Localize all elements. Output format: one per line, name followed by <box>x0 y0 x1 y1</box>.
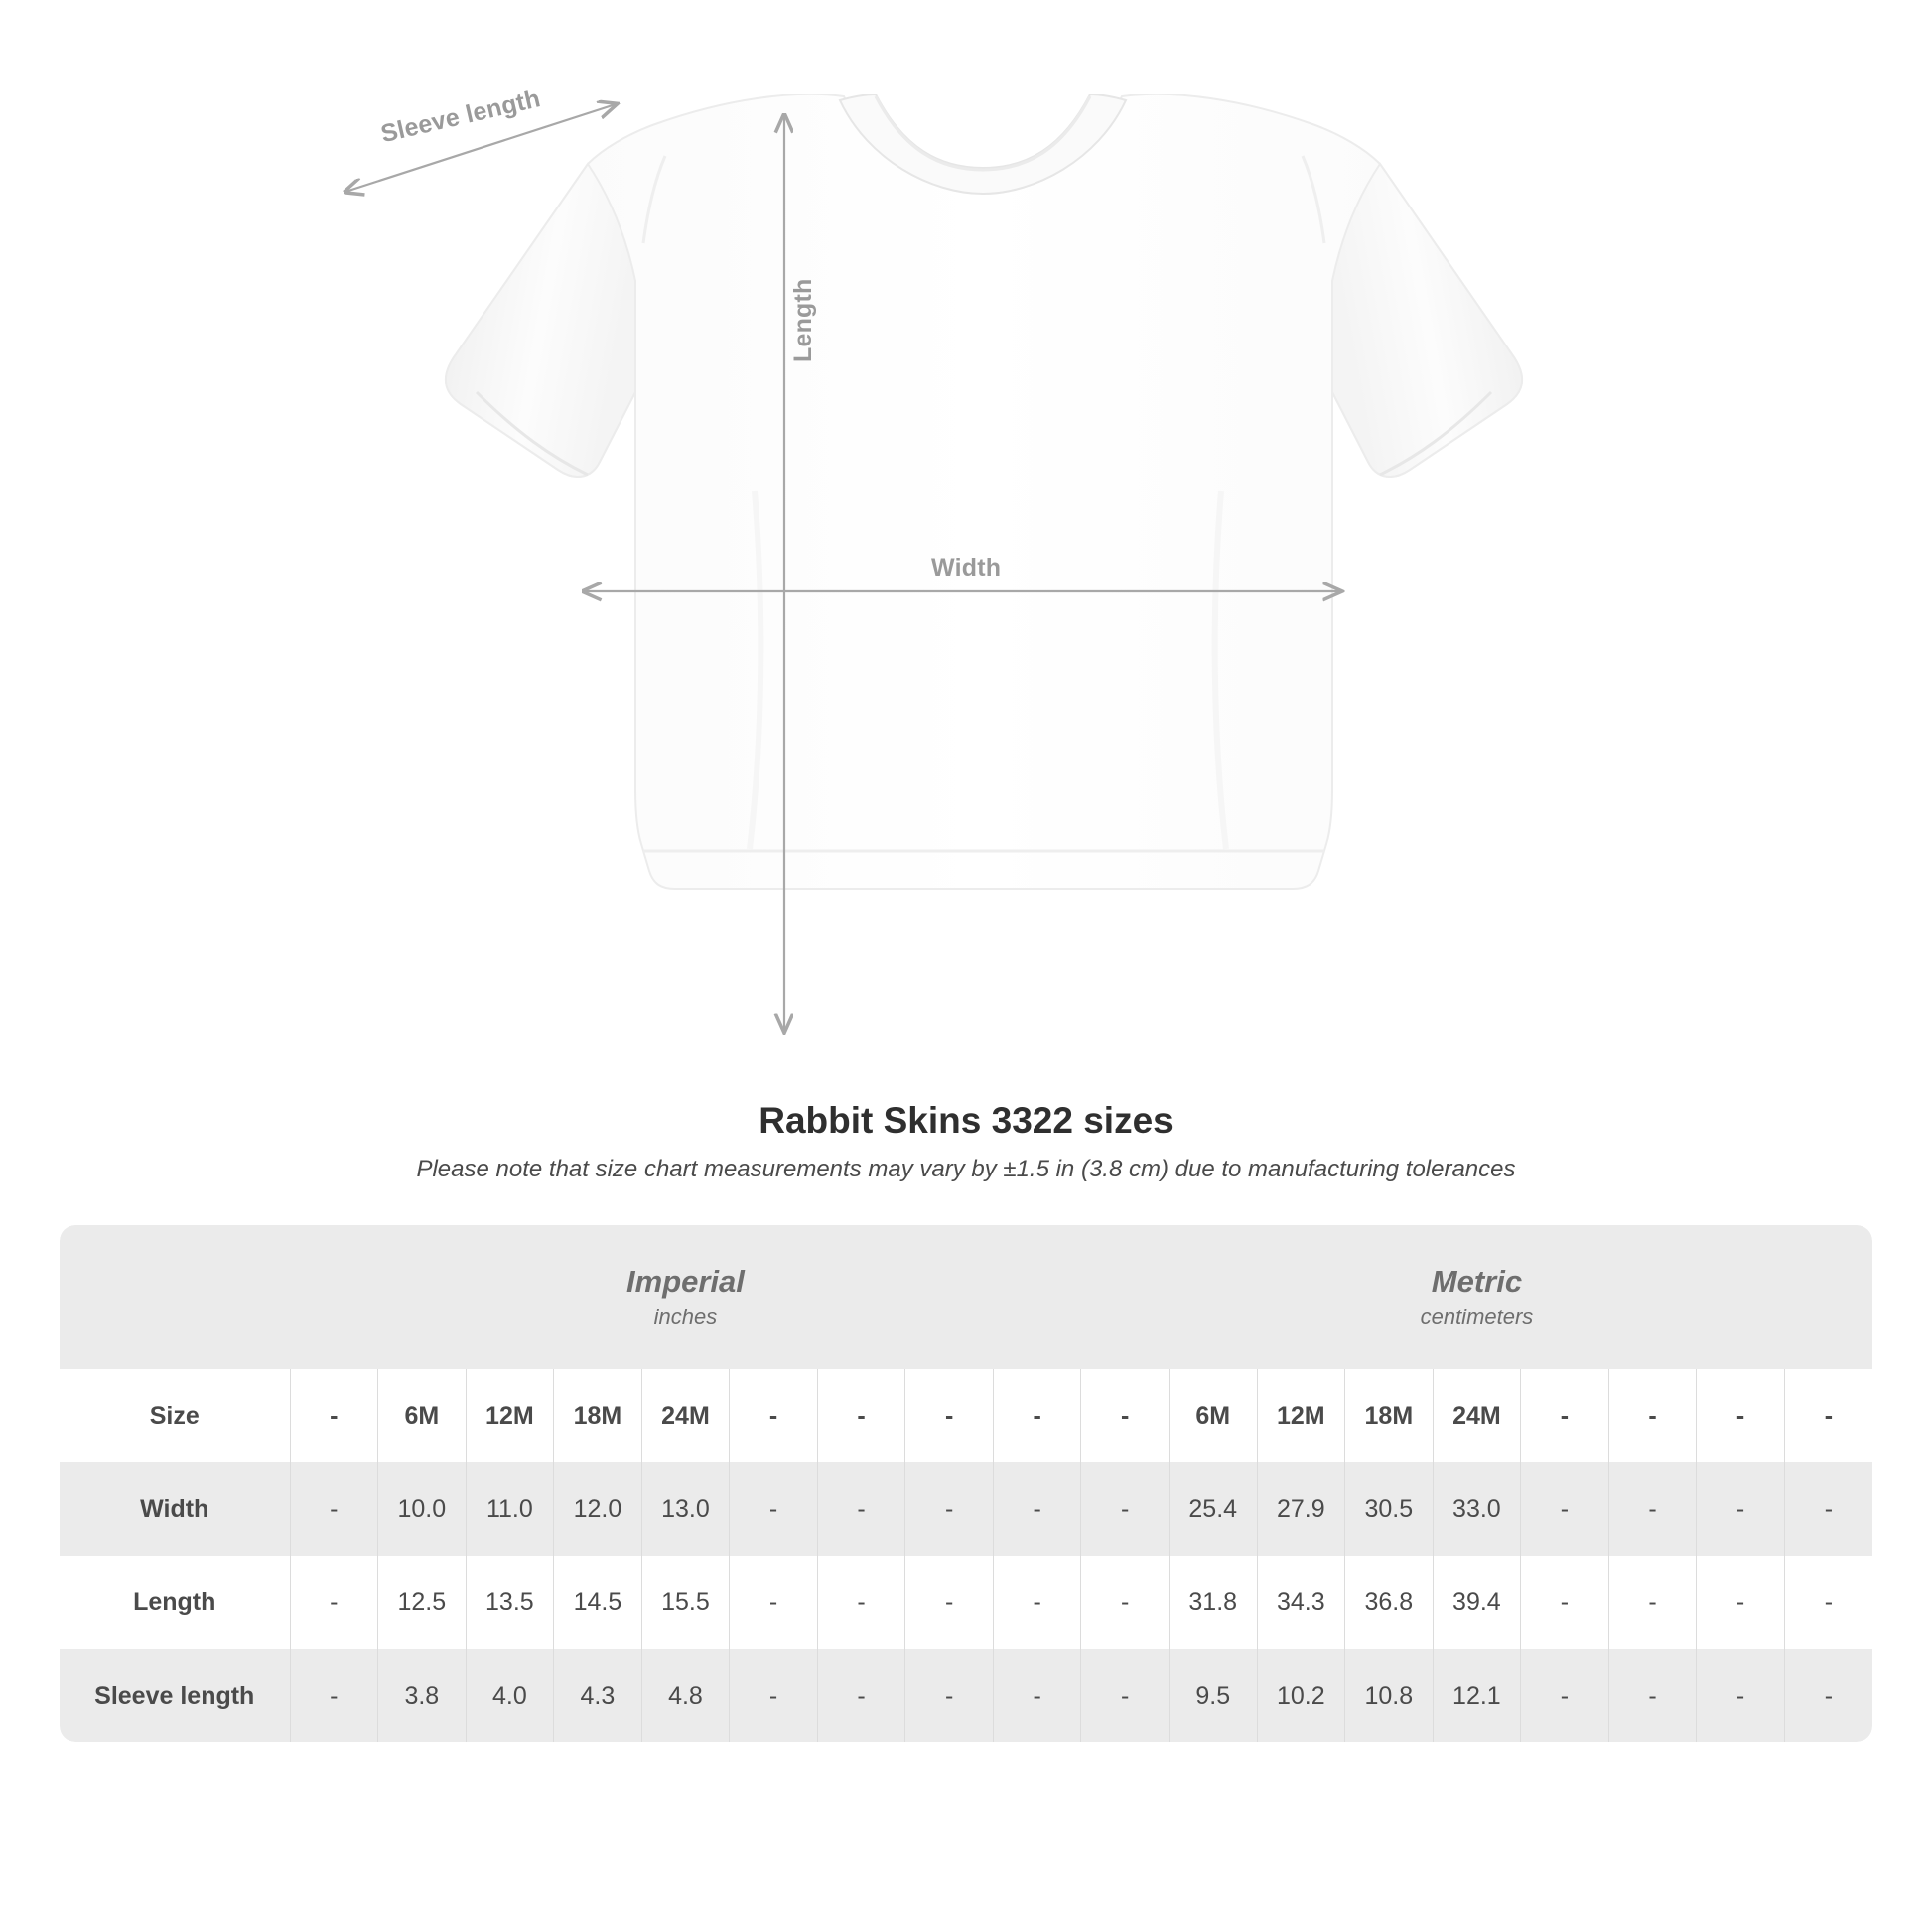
cell-size-10: 6M <box>1169 1369 1257 1462</box>
unit-header-blank <box>60 1225 290 1369</box>
size-chart-table <box>60 1225 1872 1742</box>
cell-size-7: - <box>905 1369 994 1462</box>
row-label-length: Length <box>60 1556 290 1649</box>
cell-sleeve-8: - <box>993 1649 1081 1742</box>
cell-width-6: - <box>817 1462 905 1556</box>
unit-group-metric-sub: centimeters <box>1420 1305 1534 1330</box>
cell-sleeve-1: 3.8 <box>378 1649 467 1742</box>
cell-sleeve-3: 4.3 <box>554 1649 642 1742</box>
unit-group-imperial-sub: inches <box>653 1305 718 1330</box>
cell-sleeve-14: - <box>1521 1649 1609 1742</box>
cell-sleeve-4: 4.8 <box>641 1649 730 1742</box>
width-label: Width <box>931 554 1002 582</box>
cell-length-1: 12.5 <box>378 1556 467 1649</box>
cell-width-14: - <box>1521 1462 1609 1556</box>
cell-sleeve-15: - <box>1608 1649 1697 1742</box>
cell-width-16: - <box>1697 1462 1785 1556</box>
cell-size-5: - <box>730 1369 818 1462</box>
cell-size-0: - <box>290 1369 378 1462</box>
cell-width-7: - <box>905 1462 994 1556</box>
table-row-width <box>60 1462 1872 1556</box>
cell-length-2: 13.5 <box>466 1556 554 1649</box>
cell-length-7: - <box>905 1556 994 1649</box>
cell-length-9: - <box>1081 1556 1170 1649</box>
cell-length-16: - <box>1697 1556 1785 1649</box>
cell-size-12: 18M <box>1345 1369 1434 1462</box>
cell-length-17: - <box>1784 1556 1872 1649</box>
page-title: Rabbit Skins 3322 sizes <box>759 1100 1173 1141</box>
cell-sleeve-7: - <box>905 1649 994 1742</box>
unit-group-metric-name: Metric <box>1431 1263 1523 1299</box>
cell-width-11: 27.9 <box>1257 1462 1345 1556</box>
table-row-sleeve-length <box>60 1649 1872 1742</box>
row-label-width: Width <box>60 1462 290 1556</box>
cell-length-11: 34.3 <box>1257 1556 1345 1649</box>
table-row-size <box>60 1369 1872 1462</box>
cell-length-12: 36.8 <box>1345 1556 1434 1649</box>
length-label: Length <box>789 278 817 362</box>
cell-width-3: 12.0 <box>554 1462 642 1556</box>
cell-sleeve-12: 10.8 <box>1345 1649 1434 1742</box>
unit-group-imperial <box>290 1225 1081 1369</box>
cell-sleeve-10: 9.5 <box>1169 1649 1257 1742</box>
cell-width-4: 13.0 <box>641 1462 730 1556</box>
cell-width-9: - <box>1081 1462 1170 1556</box>
cell-width-12: 30.5 <box>1345 1462 1434 1556</box>
cell-size-13: 24M <box>1433 1369 1521 1462</box>
cell-width-5: - <box>730 1462 818 1556</box>
cell-size-1: 6M <box>378 1369 467 1462</box>
cell-size-14: - <box>1521 1369 1609 1462</box>
cell-length-10: 31.8 <box>1169 1556 1257 1649</box>
unit-group-imperial-name: Imperial <box>626 1263 745 1299</box>
cell-size-4: 24M <box>641 1369 730 1462</box>
cell-size-11: 12M <box>1257 1369 1345 1462</box>
cell-width-10: 25.4 <box>1169 1462 1257 1556</box>
cell-sleeve-2: 4.0 <box>466 1649 554 1742</box>
cell-length-0: - <box>290 1556 378 1649</box>
cell-size-9: - <box>1081 1369 1170 1462</box>
cell-width-2: 11.0 <box>466 1462 554 1556</box>
cell-width-8: - <box>993 1462 1081 1556</box>
cell-sleeve-9: - <box>1081 1649 1170 1742</box>
cell-sleeve-0: - <box>290 1649 378 1742</box>
cell-size-2: 12M <box>466 1369 554 1462</box>
cell-sleeve-13: 12.1 <box>1433 1649 1521 1742</box>
unit-group-metric <box>1081 1225 1872 1369</box>
size-chart-table-wrapper <box>60 1225 1872 1742</box>
cell-length-8: - <box>993 1556 1081 1649</box>
cell-width-1: 10.0 <box>378 1462 467 1556</box>
cell-width-13: 33.0 <box>1433 1462 1521 1556</box>
title-block <box>0 1100 1932 1183</box>
sleeve-length-label: Sleeve length <box>378 84 543 149</box>
cell-sleeve-17: - <box>1784 1649 1872 1742</box>
row-label-size: Size <box>60 1369 290 1462</box>
cell-sleeve-5: - <box>730 1649 818 1742</box>
cell-size-17: - <box>1784 1369 1872 1462</box>
cell-length-4: 15.5 <box>641 1556 730 1649</box>
row-label-sleeve-length: Sleeve length <box>60 1649 290 1742</box>
cell-length-5: - <box>730 1556 818 1649</box>
cell-size-15: - <box>1608 1369 1697 1462</box>
cell-sleeve-6: - <box>817 1649 905 1742</box>
unit-header-row <box>60 1225 1872 1369</box>
cell-size-8: - <box>993 1369 1081 1462</box>
cell-width-15: - <box>1608 1462 1697 1556</box>
cell-length-3: 14.5 <box>554 1556 642 1649</box>
cell-size-16: - <box>1697 1369 1785 1462</box>
cell-length-15: - <box>1608 1556 1697 1649</box>
cell-width-0: - <box>290 1462 378 1556</box>
cell-sleeve-11: 10.2 <box>1257 1649 1345 1742</box>
cell-length-13: 39.4 <box>1433 1556 1521 1649</box>
cell-sleeve-16: - <box>1697 1649 1785 1742</box>
cell-width-17: - <box>1784 1462 1872 1556</box>
table-row-length <box>60 1556 1872 1649</box>
tolerance-note: Please note that size chart measurements may vary by ±1.5 in (3.8 cm) due to manufacturing tolerances <box>416 1156 1516 1182</box>
cell-size-3: 18M <box>554 1369 642 1462</box>
cell-length-14: - <box>1521 1556 1609 1649</box>
cell-size-6: - <box>817 1369 905 1462</box>
cell-length-6: - <box>817 1556 905 1649</box>
